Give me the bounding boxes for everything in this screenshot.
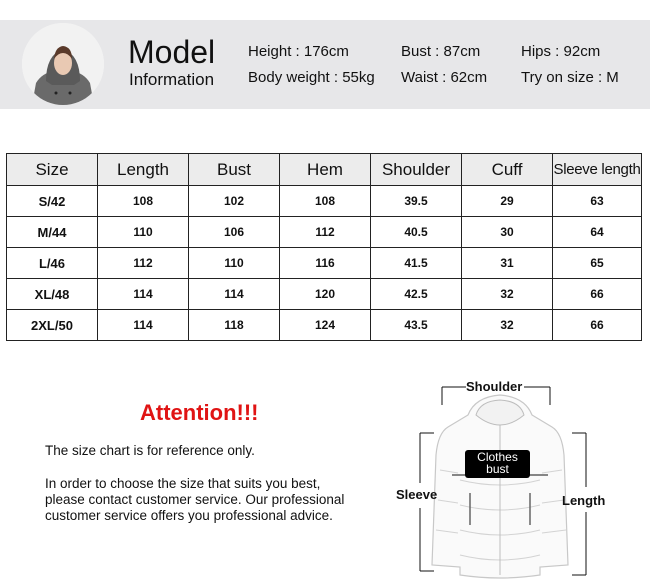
table-header-row	[7, 154, 642, 186]
column-header: Hem	[280, 154, 371, 186]
table-cell: 110	[189, 248, 280, 279]
stat-height: Height : 176cm	[248, 43, 349, 60]
table-cell: 114	[98, 310, 189, 341]
column-header: Bust	[189, 154, 280, 186]
column-header: Length	[98, 154, 189, 186]
table-cell: 114	[98, 279, 189, 310]
table-cell: S/42	[7, 186, 98, 217]
length-label: Length	[562, 493, 606, 508]
table-cell: 120	[280, 279, 371, 310]
table-cell: 116	[280, 248, 371, 279]
column-header: Cuff	[462, 154, 553, 186]
stat-weight: Body weight : 55kg	[248, 69, 375, 86]
sleeve-label: Sleeve	[396, 487, 438, 502]
badge-line-1: Clothes	[477, 450, 518, 464]
table-cell: 124	[280, 310, 371, 341]
table-cell: XL/48	[7, 279, 98, 310]
table-cell: 40.5	[371, 217, 462, 248]
table-cell: 64	[553, 217, 642, 248]
model-portrait-icon	[22, 23, 104, 105]
note-advice-line-3: customer service offers you professional advice.	[45, 508, 333, 523]
badge-line-2: bust	[486, 462, 509, 476]
table-cell: L/46	[7, 248, 98, 279]
size-chart-table	[6, 153, 642, 341]
table-cell: 106	[189, 217, 280, 248]
note-advice-line-2: please contact customer service. Our professional	[45, 492, 345, 507]
jacket-outline-icon	[390, 375, 620, 581]
model-photo	[22, 23, 104, 105]
column-header: Shoulder	[371, 154, 462, 186]
column-header: Sleeve length	[553, 154, 642, 186]
attention-heading: Attention!!!	[140, 400, 259, 425]
table-cell: 118	[189, 310, 280, 341]
table-cell: M/44	[7, 217, 98, 248]
note-advice-line-1: In order to choose the size that suits you best,	[45, 476, 321, 491]
table-cell: 108	[280, 186, 371, 217]
bust-badge	[465, 450, 530, 478]
stat-waist: Waist : 62cm	[401, 69, 488, 86]
table-row	[7, 279, 642, 310]
table-cell: 108	[98, 186, 189, 217]
table-cell: 32	[462, 279, 553, 310]
table-cell: 112	[98, 248, 189, 279]
model-heading: Model	[128, 34, 216, 70]
table-cell: 110	[98, 217, 189, 248]
stat-try-on: Try on size : M	[521, 69, 619, 86]
table-cell: 112	[280, 217, 371, 248]
table-row	[7, 310, 642, 341]
shoulder-label: Shoulder	[466, 379, 523, 394]
table-row	[7, 248, 642, 279]
stat-hips: Hips : 92cm	[521, 43, 601, 60]
table-cell: 43.5	[371, 310, 462, 341]
model-info-band	[0, 20, 650, 109]
model-subheading: Information	[129, 70, 215, 89]
table-cell: 31	[462, 248, 553, 279]
table-row	[7, 217, 642, 248]
table-cell: 39.5	[371, 186, 462, 217]
measurement-diagram	[390, 375, 620, 581]
table-row	[7, 186, 642, 217]
table-cell: 65	[553, 248, 642, 279]
table-cell: 29	[462, 186, 553, 217]
stat-bust: Bust : 87cm	[401, 43, 481, 60]
table-cell: 102	[189, 186, 280, 217]
table-cell: 66	[553, 279, 642, 310]
table-cell: 114	[189, 279, 280, 310]
table-cell: 30	[462, 217, 553, 248]
table-cell: 2XL/50	[7, 310, 98, 341]
column-header: Size	[7, 154, 98, 186]
note-reference: The size chart is for reference only.	[45, 443, 255, 458]
table-cell: 41.5	[371, 248, 462, 279]
table-cell: 32	[462, 310, 553, 341]
table-cell: 42.5	[371, 279, 462, 310]
table-cell: 66	[553, 310, 642, 341]
table-cell: 63	[553, 186, 642, 217]
